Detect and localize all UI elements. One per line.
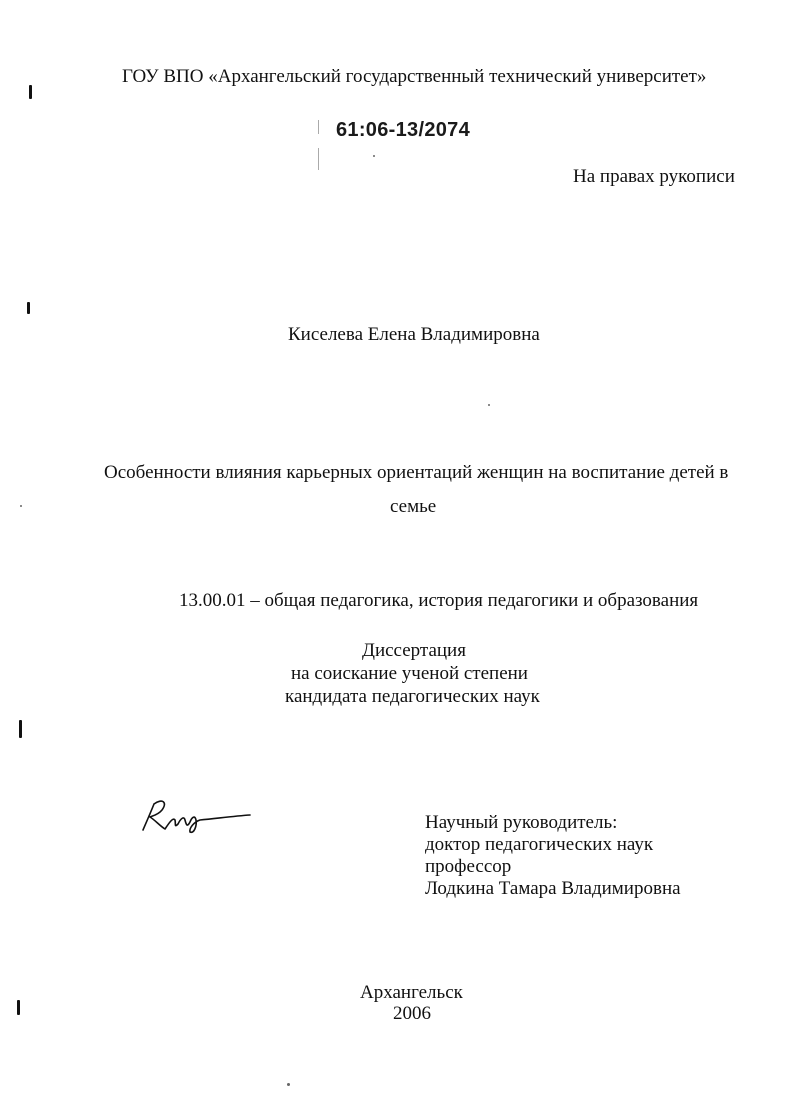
degree-line2: на соискание ученой степени bbox=[291, 663, 528, 684]
speck-1 bbox=[488, 404, 490, 406]
speck-4 bbox=[373, 155, 375, 157]
manuscript-note: На правах рукописи bbox=[573, 166, 735, 187]
stamp-tick-top bbox=[318, 120, 319, 134]
footer-city: Архангельск bbox=[360, 982, 463, 1003]
supervisor-name: Лодкина Тамара Владимировна bbox=[425, 878, 681, 899]
catalog-number-stamp: 61:06-13/2074 bbox=[336, 119, 471, 141]
signature-graphic bbox=[140, 796, 255, 836]
dissertation-title-line2: семье bbox=[390, 496, 437, 517]
supervisor-label: Научный руководитель: bbox=[425, 812, 618, 833]
speck-3 bbox=[287, 1083, 290, 1086]
margin-mark-3 bbox=[19, 720, 22, 738]
degree-line3: кандидата педагогических наук bbox=[285, 686, 540, 707]
institution-name: ГОУ ВПО «Архангельский государственный технический университет» bbox=[122, 66, 707, 87]
author-name: Киселева Елена Владимировна bbox=[288, 324, 540, 345]
margin-mark-2 bbox=[27, 302, 30, 314]
speck-2 bbox=[20, 505, 22, 507]
specialty: 13.00.01 – общая педагогика, история педагогики и образования bbox=[179, 590, 699, 611]
degree-line1: Диссертация bbox=[362, 640, 466, 661]
stamp-tick-bottom bbox=[318, 148, 319, 170]
supervisor-block bbox=[425, 812, 681, 900]
supervisor-rank: профессор bbox=[425, 856, 512, 877]
margin-mark-1 bbox=[29, 85, 32, 99]
margin-mark-4 bbox=[17, 1000, 20, 1015]
footer-year: 2006 bbox=[393, 1003, 431, 1024]
supervisor-degree: доктор педагогических наук bbox=[425, 834, 654, 855]
dissertation-title-line1: Особенности влияния карьерных ориентаций женщин на воспитание детей в bbox=[104, 462, 729, 483]
